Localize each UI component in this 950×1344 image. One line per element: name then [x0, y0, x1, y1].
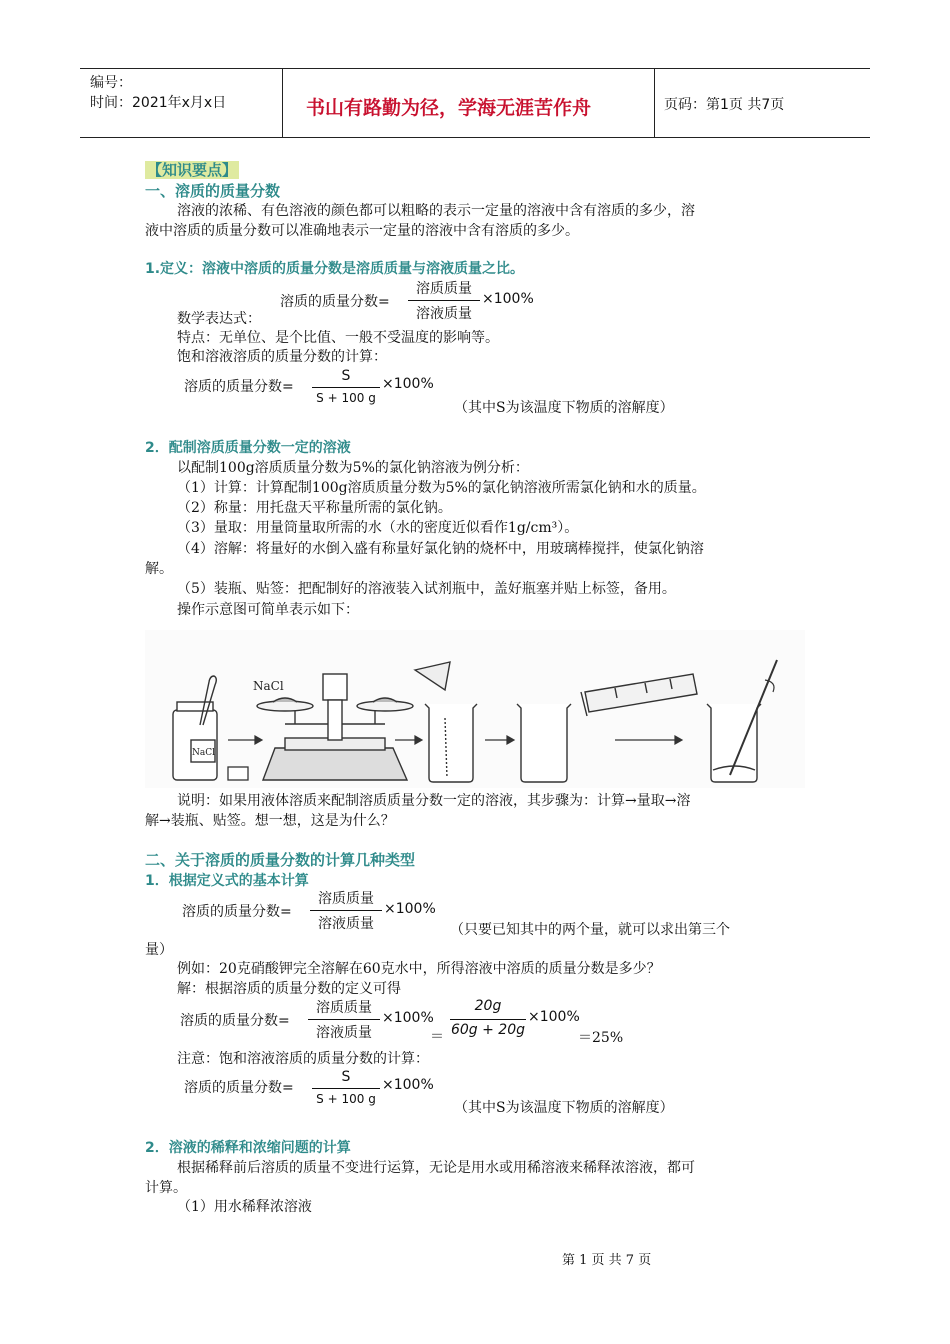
result-text: ＝25%	[578, 1030, 624, 1046]
definition-heading: 1.定义：溶液中溶质的质量分数是溶质质量与溶液质量之比。	[145, 261, 525, 277]
step-item: 解。	[145, 561, 173, 577]
paragraph: 操作示意图可简单表示如下：	[177, 602, 359, 618]
paragraph: 注意：饱和溶液溶质的质量分数的计算：	[177, 1051, 429, 1067]
paragraph: 量）	[145, 942, 173, 958]
saturated-formula: 溶质的质量分数= S S + 100 g ×100%	[184, 1069, 434, 1106]
section-tag: 【知识要点】	[147, 161, 238, 179]
step-item: （3）量取：用量筒量取所需的水（水的密度近似看作1g/cm³）。	[177, 520, 579, 536]
saturated-formula: 溶质的质量分数= S S + 100 g ×100%	[184, 368, 434, 405]
page-footer: 第 1 页 共 7 页	[562, 1253, 652, 1268]
formula-note: （其中S为该温度下物质的溶解度）	[454, 400, 674, 416]
mass-fraction-formula: 溶质的质量分数= 溶质质量 溶液质量 ×100%	[180, 1000, 434, 1041]
doc-number-label: 编号：	[90, 75, 132, 91]
paragraph: 根据稀释前后溶质的质量不变进行运算，无论是用水或用稀溶液来稀释浓溶液，都可	[177, 1160, 695, 1176]
header-divider	[282, 69, 283, 137]
paragraph: 特点：无单位、是个比值、一般不受温度的影响等。	[177, 330, 499, 346]
section-2-heading: 2．配制溶质质量分数一定的溶液	[145, 440, 351, 456]
formula-note: （其中S为该温度下物质的溶解度）	[454, 1100, 674, 1116]
part-2-title: 二、关于溶质的质量分数的计算几种类型	[145, 851, 416, 869]
header-motto: 书山有路勤为径，学海无涯苦作舟	[306, 97, 592, 119]
paragraph: 数学表达式：	[177, 311, 261, 327]
paragraph: 以配制100g溶质质量分数为5%的氯化钠溶液为例分析：	[177, 460, 529, 476]
part-2-sub2: 2．溶液的稀释和浓缩问题的计算	[145, 1140, 351, 1156]
solution-preparation-diagram	[145, 630, 805, 788]
paragraph: 液中溶质的质量分数可以准确地表示一定量的溶液中含有溶质的多少。	[145, 223, 579, 239]
paragraph: 饱和溶液溶质的质量分数的计算：	[177, 349, 387, 365]
equals-sign: ＝	[430, 1029, 444, 1045]
step-item: （1）计算：计算配制100g溶质质量分数为5%的氯化钠溶液所需氯化钠和水的质量。	[177, 480, 706, 496]
paragraph: 计算。	[145, 1180, 187, 1196]
weight-icon	[228, 767, 248, 780]
nacl-label: NaCl	[253, 679, 284, 693]
paragraph: 说明：如果用液体溶质来配制溶质质量分数一定的溶液，其步骤为：计算→量取→溶	[177, 793, 691, 809]
part-2-sub1: 1．根据定义式的基本计算	[145, 873, 309, 889]
beaker-icon	[707, 704, 761, 782]
example-fraction: 20g 60g + 20g ×100%	[450, 998, 580, 1038]
step-item: （5）装瓶、贴签：把配制好的溶液装入试剂瓶中，盖好瓶塞并贴上标签，备用。	[177, 581, 676, 597]
paragraph: 溶液的浓稀、有色溶液的颜色都可以粗略的表示一定量的溶液中含有溶质的多少，溶	[177, 203, 695, 219]
beaker-icon	[517, 704, 571, 782]
paragraph: （只要已知其中的两个量，就可以求出第三个	[450, 922, 730, 938]
paragraph: （1）用水稀释浓溶液	[177, 1199, 312, 1215]
mass-fraction-formula: 溶质的质量分数= 溶质质量 溶液质量 ×100%	[182, 891, 436, 932]
paragraph: 解→装瓶、贴签。想一想，这是为什么？	[145, 813, 395, 829]
header-divider	[654, 69, 655, 137]
mass-fraction-formula: 溶质的质量分数= 溶质质量 溶液质量 ×100%	[280, 281, 534, 322]
doc-date-label: 时间：2021年x月x日	[90, 95, 227, 111]
page-counter-label: 页码：第1页 共7页	[664, 97, 785, 113]
step-item: （4）溶解：将量好的水倒入盛有称量好氯化钠的烧杯中，用玻璃棒搅拌，使氯化钠溶	[177, 541, 704, 557]
jar-label: NaCl	[192, 748, 216, 758]
step-item: （2）称量：用托盘天平称量所需的氯化钠。	[177, 500, 452, 516]
page-header	[80, 68, 870, 138]
solution-text: 解：根据溶质的质量分数的定义可得	[177, 981, 401, 997]
example-text: 例如：20克硝酸钾完全溶解在60克水中，所得溶液中溶质的质量分数是多少？	[177, 961, 661, 977]
section-1-title: 一、溶质的质量分数	[145, 182, 281, 200]
